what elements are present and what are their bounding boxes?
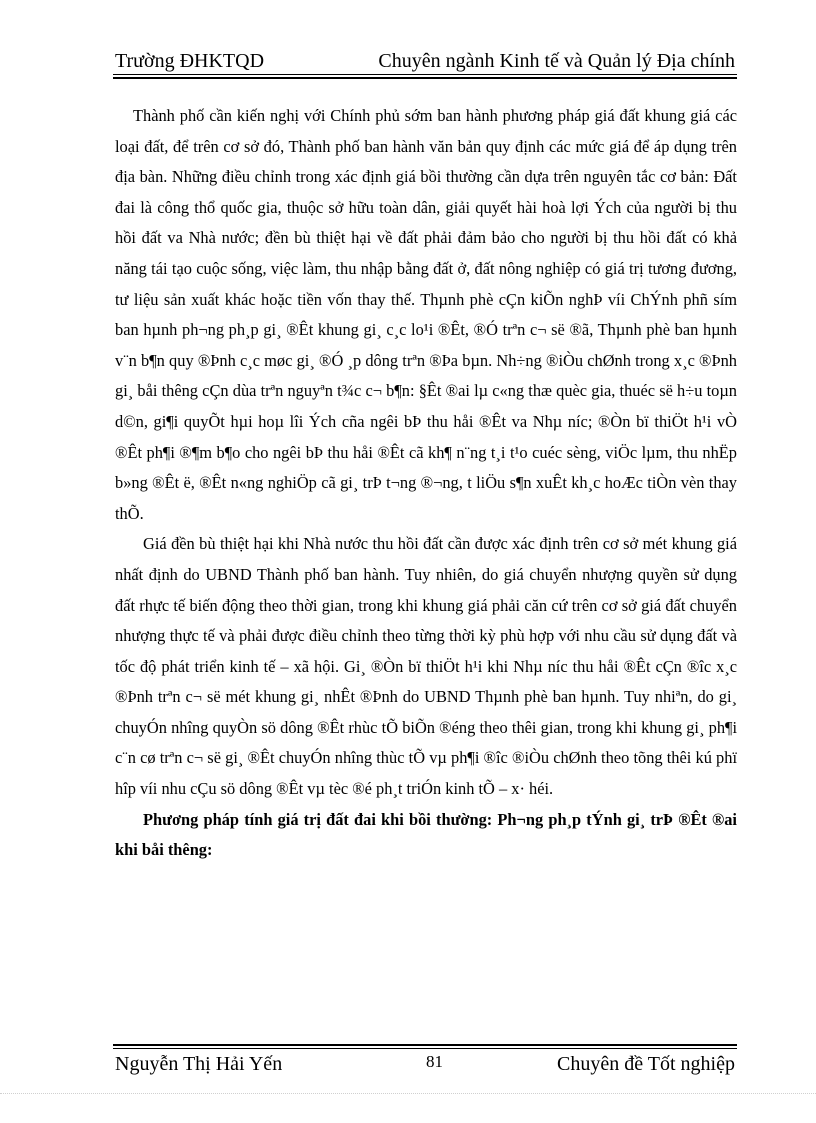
header-rule-thick bbox=[113, 77, 737, 79]
footer-rule-thick bbox=[113, 1044, 737, 1046]
footer-author: Nguyễn Thị Hải Yến bbox=[115, 1053, 283, 1075]
section-heading: Phương pháp tính giá trị đất đai khi bồi thường: Ph¬ng ph¸p tÝnh gi¸ trÞ ®Êt ®ai khi båi thêng: bbox=[115, 809, 737, 860]
page-footer bbox=[115, 1050, 735, 1078]
header-major: Chuyên ngành Kinh tế và Quản lý Địa chính bbox=[378, 50, 735, 72]
paragraph-compensation-price: Giá đền bù thiệt hại khi Nhà nước thu hồi đất cần được xác định trên cơ sở mét khung giá nhất định do UBND Thành phố ban hành. Tuy nhiên, do giá chuyển nhượng quyền sử dụng đất rhực tế biến động theo thời gian, trong khi khung giá phải căn cứ trên cơ sở giá đất chuyển nhượng thực tế và phải được điều chỉnh theo từng thời kỳ phù hợp với nhu cầu sử dụng đất và tốc độ phát triển kinh tế – xã hội. Gi¸ ®Òn bï thiÖt h¹i khi Nhµ níc thu håi ®Êt cÇn ®îc x¸c ®Þnh trªn c¬ së mét khung gi¸ nhÊt ®Þnh do UBND Thµnh phè ban hµnh. Tuy nhiªn, do gi¸ chuyÓn nhîng quyÒn sö dông ®Êt rhùc tÕ biÕn ®éng theo thêi gian, trong khi khung gi¸ ph¶i c¨n cø trªn c¬ së gi¸ ®Êt chuyÓn nhîng thùc tÕ vµ ph¶i ®îc ®iÒu chØnh theo tõng thêi kú phï hîp víi nhu cÇu sö dông ®Êt vµ tèc ®é ph¸t triÓn kinh tÕ – x· héi. bbox=[115, 534, 737, 799]
header-rule bbox=[113, 74, 737, 75]
page-number: 81 bbox=[426, 1052, 443, 1071]
page-header bbox=[115, 46, 735, 76]
footer-rule bbox=[113, 1048, 737, 1049]
document-body bbox=[115, 101, 737, 866]
paragraph-recommendation: Thành phố cần kiến nghị với Chính phủ sớm ban hành phương pháp giá đất khung giá các loại đất, để trên cơ sở đó, Thành phố ban hành văn bản quy định các mức giá để áp dụng trên địa bàn. Những điều chỉnh trong xác định giá bồi thường cần dựa trên nguyên tắc cơ bản: Đất đai là công thổ quốc gia, thuộc sở hữu toàn dân, giải quyết hài hoà lợi Ých của người bị thu hồi đất va Nhà nước; đền bù thiệt hại về đất phải đảm bảo cho người bị thu hồi đất có khả năng tái tạo cuộc sống, việc làm, thu nhập bằng đất ở, đất nông nghiệp có giá trị tương đương, tư liệu sản xuất khác hoặc tiền vốn thay thế. Thµnh phè cÇn kiÕn nghÞ víi ChÝnh phñ sím ban hµnh ph¬ng ph¸p gi¸ ®Êt khung gi¸ c¸c lo¹i ®Êt, ®Ó trªn c¬ së ®ã, Thµnh phè ban hµnh v¨n b¶n quy ®Þnh c¸c møc gi¸ ®Ó ¸p dông trªn ®Þa bµn. Nh÷ng ®iÒu chØnh trong x¸c ®Þnh gi¸ båi thêng cÇn dùa trªn nguyªn t¾c c¬ b¶n: §Êt ®ai lµ c«ng thæ quèc gia, thuéc së h÷u toµn d©n, gi¶i quyÕt hµi hoµ lîi Ých cña ngêi bÞ thu håi ®Êt va Nhµ níc; ®Òn bï thiÖt h¹i vÒ ®Êt ph¶i ®¶m b¶o cho ngêi bÞ thu håi ®Êt cã kh¶ n¨ng t¸i t¹o cuéc sèng, viÖc lµm, thu nhËp b»ng ®Êt ë, ®Êt n«ng nghiÖp cã gi¸ trÞ t¬ng ®¬ng, t liÖu s¶n xuÊt kh¸c hoÆc tiÒn vèn thay thÕ. bbox=[115, 106, 737, 523]
footer-title: Chuyên đề Tốt nghiệp bbox=[557, 1053, 735, 1075]
header-university: Trường ĐHKTQD bbox=[115, 50, 265, 72]
page-edge bbox=[0, 1093, 816, 1094]
